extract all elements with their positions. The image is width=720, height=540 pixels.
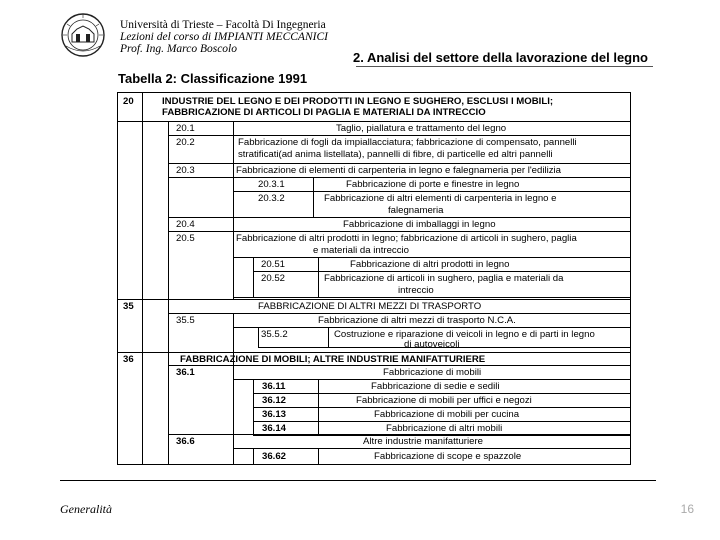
desc-20-2-line2: stratificati(ad anima listellata), pannelli di fibre, di particelle ed altri pannelli [238, 149, 553, 160]
desc-20-3-2-line1: Fabbricazione di altri elementi di carpenteria in legno e [324, 193, 557, 204]
desc-20-5-line2: e materiali da intreccio [313, 245, 409, 256]
code-20: 20 [123, 96, 134, 107]
table-hline [253, 271, 630, 272]
code-36: 36 [123, 354, 134, 365]
desc-20-3-1: Fabbricazione di porte e finestre in legno [346, 179, 520, 190]
code-36-6: 36.6 [176, 436, 195, 447]
table-vline [318, 448, 319, 464]
table-hline [118, 121, 630, 122]
division-20-title-line2: FABBRICAZIONE DI ARTICOLI DI PAGLIA E MATERIALI DA INTRECCIO [162, 107, 486, 118]
desc-36-6: Altre industrie manifatturiere [363, 436, 483, 447]
desc-20-51: Fabbricazione di altri prodotti in legno [350, 259, 510, 270]
university-seal-logo [58, 12, 108, 58]
desc-35-5-2-line2: di autoveicoli [404, 339, 460, 350]
table-hline [253, 421, 630, 422]
table-hline [168, 434, 630, 435]
table-vline [253, 257, 254, 297]
code-20-2: 20.2 [176, 137, 195, 148]
table-hline [168, 217, 630, 218]
code-35: 35 [123, 301, 134, 312]
code-20-51: 20.51 [261, 259, 286, 270]
table-vline [233, 121, 234, 299]
table-hline [233, 257, 630, 258]
header-course: Lezioni del corso di IMPIANTI MECCANICI [120, 31, 328, 43]
desc-36-14: Fabbricazione di altri mobili [386, 423, 503, 434]
desc-20-52-line2: intreccio [398, 285, 434, 296]
desc-20-52-line1: Fabbricazione di articoli in sughero, paglia e materiali da [324, 273, 564, 284]
table-vline [168, 121, 169, 464]
table-hline [233, 297, 630, 298]
division-36-title: FABBRICAZIONE DI MOBILI; ALTRE INDUSTRIE MANIFATTURIERE [180, 354, 486, 365]
footer-section-label: Generalità [60, 502, 112, 516]
section-title: 2. Analisi del settore della lavorazione del legno [353, 50, 648, 65]
code-36-11: 36.11 [262, 381, 286, 392]
code-20-52: 20.52 [261, 273, 286, 284]
division-35-title: FABBRICAZIONE DI ALTRI MEZZI DI TRASPORTO [258, 301, 482, 312]
code-36-12: 36.12 [262, 395, 287, 406]
table-vline [313, 177, 314, 217]
table-hline [168, 177, 630, 178]
desc-20-3: Fabbricazione di elementi di carpenteria in legno e falegnameria per l'edilizia [236, 165, 562, 176]
code-20-5: 20.5 [176, 233, 195, 244]
footer-divider [60, 480, 656, 481]
table-vline [142, 93, 143, 464]
desc-36-62: Fabbricazione di scope e spazzole [374, 451, 522, 462]
table-vline [253, 448, 254, 464]
desc-20-5-line1: Fabbricazione di altri prodotti in legno; fabbricazione di articoli in sughero, paglia [236, 233, 577, 244]
header-university: Università di Trieste – Facoltà Di Ingegneria [120, 19, 326, 31]
code-35-5: 35.5 [176, 315, 195, 326]
table-hline [253, 393, 630, 394]
table-hline [233, 327, 630, 328]
table-hline [168, 163, 630, 164]
table-hline [168, 313, 630, 314]
desc-36-1: Fabbricazione di mobili [383, 367, 482, 378]
table-hline [233, 379, 630, 380]
desc-20-1: Taglio, piallatura e trattamento del legno [336, 123, 507, 134]
code-36-14: 36.14 [262, 423, 287, 434]
table-hline [168, 365, 630, 366]
code-35-5-2: 35.5.2 [261, 329, 288, 340]
desc-20-3-2-line2: falegnameria [388, 205, 444, 216]
desc-36-11: Fabbricazione di sedie e sedili [371, 381, 500, 392]
desc-20-4: Fabbricazione di imballaggi in legno [343, 219, 496, 230]
division-20-title-line1: INDUSTRIE DEL LEGNO E DEI PRODOTTI IN LEGNO E SUGHERO, ESCLUSI I MOBILI; [162, 96, 554, 107]
table-vline [258, 327, 259, 347]
table-hline [168, 135, 630, 136]
page-number: 16 [680, 502, 694, 516]
table-hline [233, 448, 630, 449]
table-hline [168, 231, 630, 232]
desc-36-13: Fabbricazione di mobili per cucina [374, 409, 520, 420]
code-20-3: 20.3 [176, 165, 195, 176]
code-36-13: 36.13 [262, 409, 287, 420]
code-20-3-2: 20.3.2 [258, 193, 285, 204]
code-36-62: 36.62 [262, 451, 287, 462]
table-vline [318, 257, 319, 297]
table-hline [118, 299, 630, 300]
desc-35-5: Fabbricazione di altri mezzi di trasporto N.C.A. [318, 315, 516, 326]
classification-table [117, 92, 631, 465]
header-professor: Prof. Ing. Marco Boscolo [120, 43, 238, 55]
table-title: Tabella 2: Classificazione 1991 [118, 71, 308, 86]
desc-36-12: Fabbricazione di mobili per uffici e negozi [356, 395, 532, 406]
desc-35-5-2-line1: Costruzione e riparazione di veicoli in legno e di parti in legno [334, 329, 595, 340]
table-vline [328, 327, 329, 347]
code-20-4: 20.4 [176, 219, 195, 230]
table-hline [118, 352, 630, 353]
code-20-3-1: 20.3.1 [258, 179, 285, 190]
table-hline [253, 407, 630, 408]
desc-20-2-line1: Fabbricazione di fogli da impiallacciatura; fabbricazione di compensato, pannelli [238, 137, 577, 148]
table-hline [233, 191, 630, 192]
code-20-1: 20.1 [176, 123, 195, 134]
code-36-1: 36.1 [176, 367, 195, 378]
section-divider [356, 66, 653, 67]
